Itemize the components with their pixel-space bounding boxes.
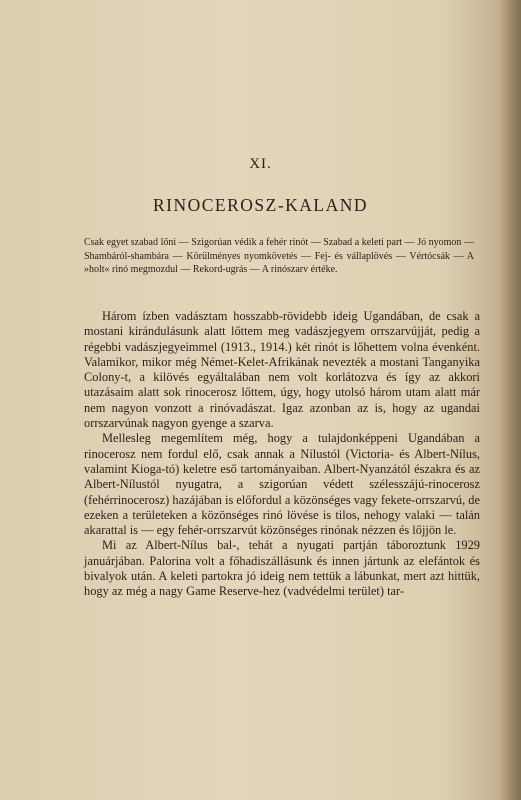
body-paragraph: Három ízben vadásztam hosszabb-rövidebb ideig Ugandában, de csak a mostani kirándulásunk alatt lőttem meg vadászjegyem orrszarvújját, pedig a régebbi vadászjegyeimmel (1913., 1914.) két rinót is lőhettem volna évenként. Valamikor, mikor még Német-Kelet-Afrikának nevezték a mostani Tanganyika Colony-t, a kilövés egyáltalában nem volt korlátozva és így az akkori utazásaim alatt sok rinocerosz lőttem, úgy, hogy utolsó három utam alatt már nem nagyon vonzott a rinóvadászat. Igaz azonban az is, hogy az ugandai orrszarvúnak nagyon gyenge a szarva.: [84, 309, 480, 431]
body-paragraph: Mi az Albert-Nílus bal-, tehát a nyugati partján táboroztunk 1929 januárjában. Palorina volt a főhadiszállásunk és innen jártunk az elefántok és bivalyok után. A keleti partokra jó ideig nem tettük a lábunkat, mert azt hittük, hogy az még a nagy Game Reserve-hez (vadvédelmi terület) tar-: [84, 538, 480, 599]
chapter-number: XI.: [249, 156, 272, 172]
chapter-title: RINOCEROSZ-KALAND: [152, 195, 369, 215]
body-paragraph: Mellesleg megemlítem még, hogy a tulajdonképpeni Ugandában a rinocerosz nem fordul elő, csak annak a Nílustól (Victoria- és Albert-Nílus, valamint Kioga-tó) keletre eső tartományaiban. Albert-Nyanzától északra és az Albert-Nílustól nyugatra, a szigorúan védett szélesszájú-rinocerosz (fehérrinocerosz) hazájában is előfordul a közönséges vagy fekete-orrszarvú, de ezeken a területeken a közönséges rinó lövése is tilos, nehogy valaki — talán akarattal is — egy fehér-orrszarvút közönséges rinónak nézzen és lőjjön le.: [84, 431, 480, 538]
page-edge-shadow: [499, 0, 521, 800]
chapter-body: [84, 309, 480, 600]
chapter-summary: Csak egyet szabad lőni — Szigorúan védik a fehér rinót — Szabad a keleti part — Jó nyomon — Shambáról-shambára — Körülményes nyomkövetés — Fej- és vállaplövés — Vértócsák — A »holt« rinó megmozdul — Rekord-ugrás — A rinószarv értéke.: [84, 237, 474, 275]
